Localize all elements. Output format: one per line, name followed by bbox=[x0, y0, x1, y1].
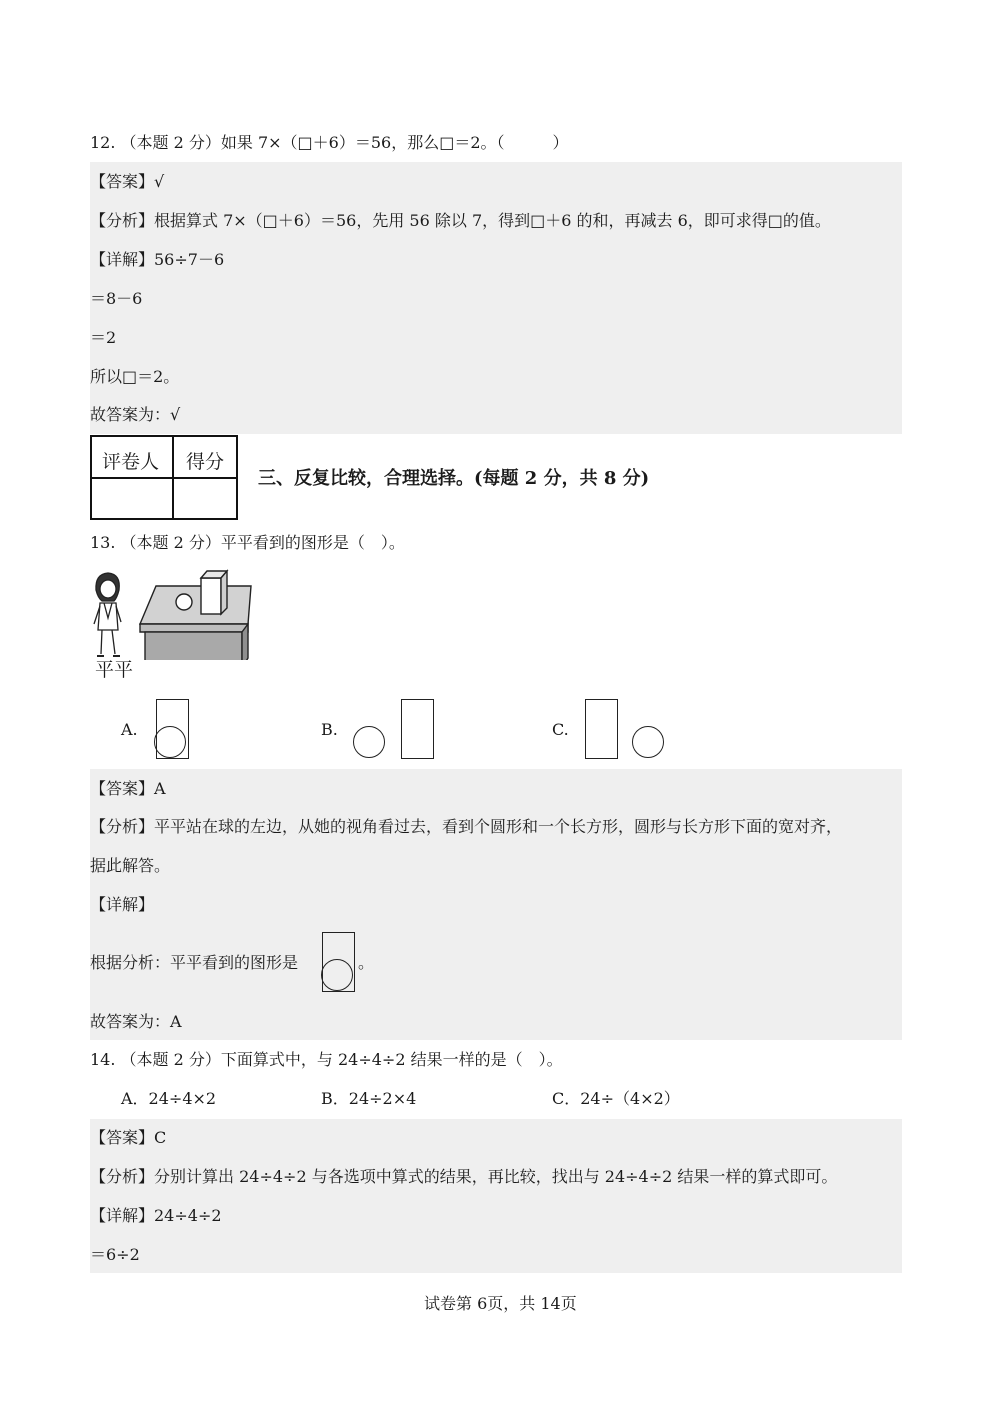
q14-option-c: C．24÷（4×2） bbox=[552, 1089, 680, 1108]
q13-analysis-line1: 【分析】平平站在球的左边，从她的视角看过去，看到个圆形和一个长方形，圆形与长方形下面的宽对齐， bbox=[90, 817, 843, 836]
q12-analysis: 【分析】根据算式 7×（□＋6）＝56，先用 56 除以 7，得到□＋6 的和，再减去 6，即可求得□的值。 bbox=[90, 211, 831, 230]
option-a-circle bbox=[154, 726, 186, 758]
q13-detail: 【详解】 bbox=[90, 895, 155, 914]
q13-answer: 【答案】A bbox=[90, 779, 166, 798]
grader-label: 评卷人 bbox=[102, 451, 160, 473]
q12-so: 所以□＝2。 bbox=[90, 367, 180, 386]
q14-option-b: B．24÷2×4 bbox=[321, 1089, 417, 1108]
q13-option-c-label: C. bbox=[552, 720, 569, 739]
q13-final: 故答案为：A bbox=[90, 1012, 182, 1031]
section-title: 三、反复比较，合理选择。(每题 2 分，共 8 分) bbox=[258, 468, 650, 489]
grade-table bbox=[90, 435, 238, 520]
q13-option-b-label: B. bbox=[321, 720, 338, 739]
q12-step1: ＝8－6 bbox=[90, 289, 143, 308]
page-footer: 试卷第 6页，共 14页 bbox=[424, 1294, 577, 1313]
q12-detail: 【详解】56÷7－6 bbox=[90, 250, 225, 269]
conclusion-circle bbox=[321, 959, 353, 991]
girl-figure bbox=[94, 573, 121, 656]
option-c-rectangle bbox=[585, 699, 618, 759]
q13-conclusion-suffix: 。 bbox=[358, 953, 375, 972]
q14-detail: 【详解】24÷4÷2 bbox=[90, 1206, 222, 1225]
q14-analysis: 【分析】分别计算出 24÷4÷2 与各选项中算式的结果，再比较，找出与 24÷4÷2 结果一样的算式即可。 bbox=[90, 1167, 838, 1186]
option-b-circle bbox=[353, 726, 385, 758]
q13-question: 13. （本题 2 分）平平看到的图形是（ ）。 bbox=[90, 533, 405, 552]
q13-option-a-label: A. bbox=[121, 720, 138, 739]
score-label: 得分 bbox=[186, 451, 225, 473]
q12-question: 12. （本题 2 分）如果 7×（□＋6）＝56，那么□＝2。（ ） bbox=[90, 133, 569, 152]
scene-illustration bbox=[88, 568, 258, 660]
q13-conclusion-prefix: 根据分析：平平看到的图形是 bbox=[90, 953, 299, 972]
option-c-circle bbox=[632, 726, 664, 758]
table-divider bbox=[92, 477, 236, 479]
q13-analysis-line2: 据此解答。 bbox=[90, 856, 171, 875]
q14-answer: 【答案】C bbox=[90, 1128, 167, 1147]
option-b-rectangle bbox=[401, 699, 434, 759]
q13-answer-block bbox=[90, 769, 902, 1040]
q12-answer: 【答案】√ bbox=[90, 172, 165, 191]
q12-answer-block bbox=[90, 162, 902, 434]
q14-answer-block bbox=[90, 1119, 902, 1273]
person-name: 平平 bbox=[95, 659, 134, 681]
q14-step1: ＝6÷2 bbox=[90, 1245, 140, 1264]
q14-question: 14. （本题 2 分）下面算式中，与 24÷4÷2 结果一样的是（ ）。 bbox=[90, 1050, 563, 1069]
q12-final: 故答案为：√ bbox=[90, 405, 181, 424]
q12-step2: ＝2 bbox=[90, 328, 117, 347]
table-with-objects bbox=[140, 571, 251, 660]
q14-option-a: A．24÷4×2 bbox=[121, 1089, 217, 1108]
